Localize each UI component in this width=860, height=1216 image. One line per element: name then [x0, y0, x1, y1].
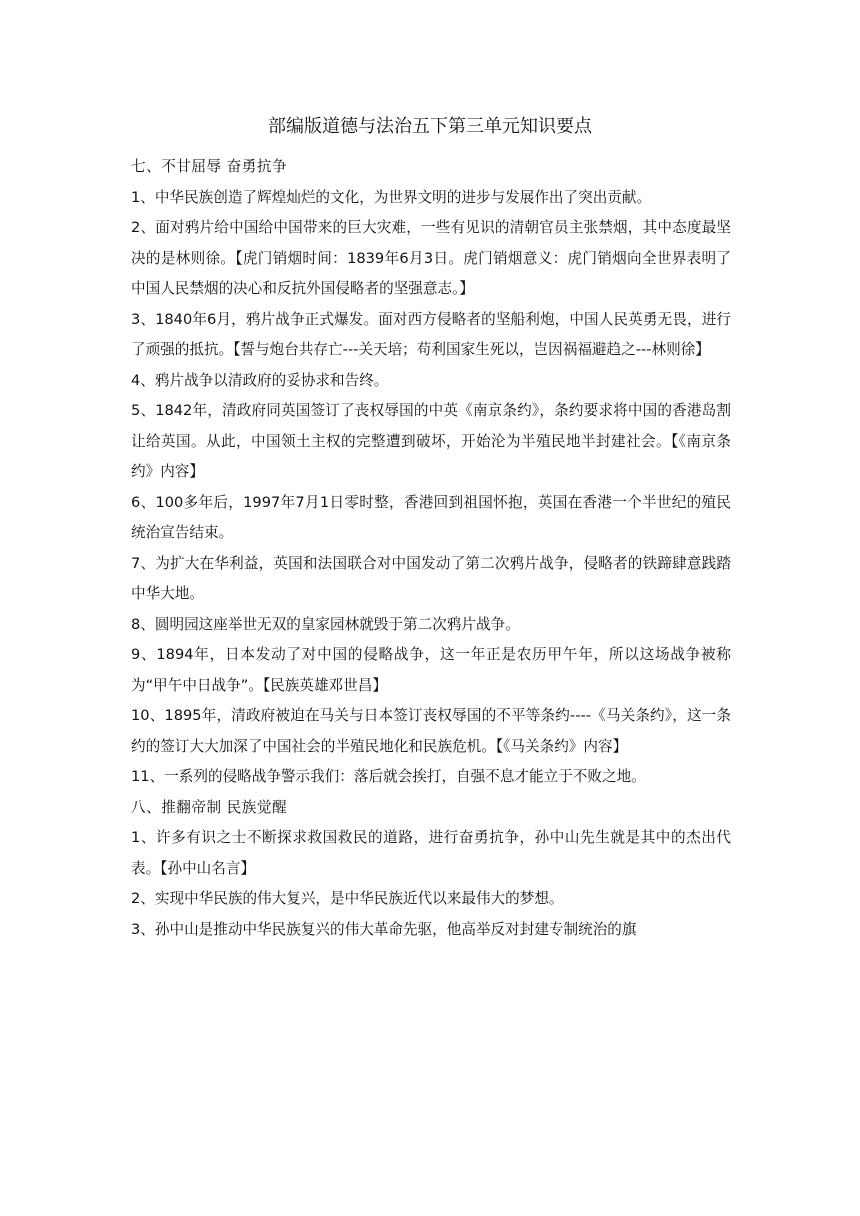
- paragraph-7-10: 10、1895年，清政府被迫在马关与日本签订丧权辱国的不平等条约----《马关条约》，这一条约的签订大大加深了中国社会的半殖民地化和民族危机。【《马关条约》内容】: [131, 707, 731, 755]
- paragraph-7-4: 4、鸦片战争以清政府的妥协求和告终。: [131, 371, 389, 389]
- paragraph-7-11: 11、一系列的侵略战争警示我们：落后就会挨打，自强不息才能立于不败之地。: [131, 768, 646, 785]
- paragraph-7-7: 7、为扩大在华利益，英国和法国联合对中国发动了第二次鸦片战争，侵略者的铁蹄肆意践踏中华大地。: [131, 554, 731, 602]
- paragraph-7-1: 1、中华民族创造了辉煌灿烂的文化，为世界文明的进步与发展作出了突出贡献。: [131, 188, 652, 206]
- document-title: 部编版道德与法治五下第三单元知识要点: [268, 116, 592, 137]
- section-heading-8: 八、推翻帝制 民族觉醒: [131, 798, 288, 816]
- document-body: [131, 152, 731, 945]
- paragraph-7-2: 2、面对鸦片给中国给中国带来的巨大灾难，一些有见识的清朝官员主张禁烟，其中态度最坚决的是林则徐。【虎门销烟时间：1839年6月3日。虎门销烟意义：虎门销烟向全世界表明了中国人民禁烟的决心和反抗外国侵略者的坚强意志。】: [131, 219, 731, 297]
- paragraph-7-9: 9、1894年，日本发动了对中国的侵略战争，这一年正是农历甲午年，所以这场战争被称为“甲午中日战争”。【民族英雄邓世昌】: [131, 646, 731, 694]
- paragraph-7-8: 8、圆明园这座举世无双的皇家园林就毁于第二次鸦片战争。: [131, 615, 520, 633]
- paragraph-8-1: 1、许多有识之士不断探求救国救民的道路，进行奋勇抗争，孙中山先生就是其中的杰出代表。【孙中山名言】: [131, 829, 731, 877]
- paragraph-8-2: 2、实现中华民族的伟大复兴，是中华民族近代以来最伟大的梦想。: [131, 890, 564, 907]
- paragraph-7-3: 3、1840年6月，鸦片战争正式爆发。面对西方侵略者的坚船利炮，中国人民英勇无畏，进行了顽强的抵抗。【誓与炮台共存亡---关天培；苟利国家生死以，岂因祸福避趋之---林则徐】: [131, 310, 731, 358]
- section-heading-7: 七、不甘屈辱 奋勇抗争: [131, 158, 288, 175]
- paragraph-7-5: 5、1842年，清政府同英国签订了丧权辱国的中英《南京条约》，条约要求将中国的香港岛割让给英国。从此，中国领土主权的完整遭到破坏，开始沦为半殖民地半封建社会。【《南京条约》内容】: [131, 402, 731, 480]
- paragraph-7-6: 6、100多年后，1997年7月1日零时整，香港回到祖国怀抱，英国在香港一个半世纪的殖民统治宣告结束。: [131, 493, 731, 541]
- paragraph-8-3: 3、孙中山是推动中华民族复兴的伟大革命先驱，他高举反对封建专制统治的旗: [131, 920, 637, 938]
